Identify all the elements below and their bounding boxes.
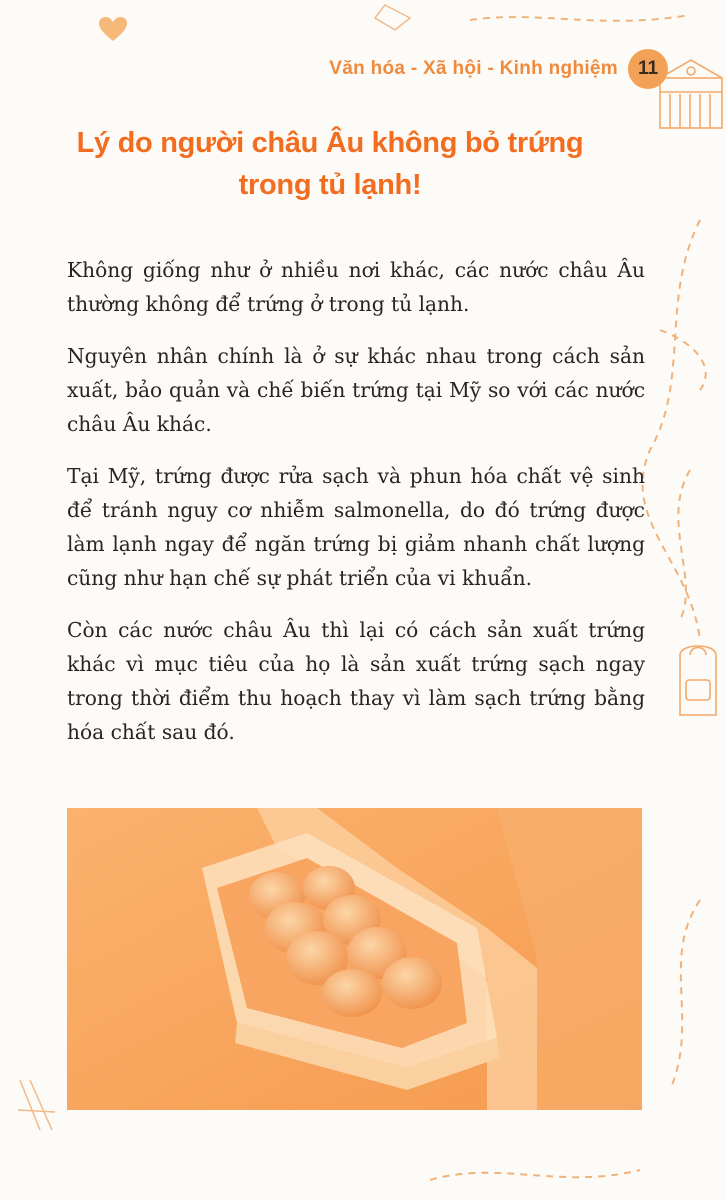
article-title [0, 122, 660, 206]
page-header [329, 48, 668, 90]
page-number-badge: 11 [628, 49, 668, 89]
fridge-eggs-photo [67, 808, 642, 1110]
paragraph-4: Còn các nước châu Âu thì lại có cách sản xuất trứng khác vì mục tiêu của họ là sản xuất trứng sạch ngay trong thời điểm thu hoạch thay vì làm sạch trứng bằng hóa chất sau đó. [67, 618, 645, 744]
heart-icon [98, 16, 128, 42]
section-label: Văn hóa - Xã hội - Kinh nghiệm [329, 58, 618, 79]
paragraph-3: Tại Mỹ, trứng được rửa sạch và phun hóa chất vệ sinh để tránh nguy cơ nhiễm salmonella, do đó trứng được làm lạnh ngay để ngăn trứng bị giảm nhanh chất lượng cũng như hạn chế sự phát triển của vi khuẩn. [67, 464, 645, 590]
title-line-1: Lý do người châu Âu không bỏ trứng [76, 127, 584, 159]
paragraph-2: Nguyên nhân chính là ở sự khác nhau trong cách sản xuất, bảo quản và chế biến trứng tại Mỹ so với các nước châu Âu khác. [67, 344, 645, 436]
title-line-2: trong tủ lạnh! [238, 169, 422, 201]
paragraph-1: Không giống như ở nhiều nơi khác, các nước châu Âu thường không để trứng ở trong tủ lạnh. [67, 258, 645, 316]
backpack-sketch-icon [670, 635, 726, 725]
article-body [67, 253, 645, 767]
